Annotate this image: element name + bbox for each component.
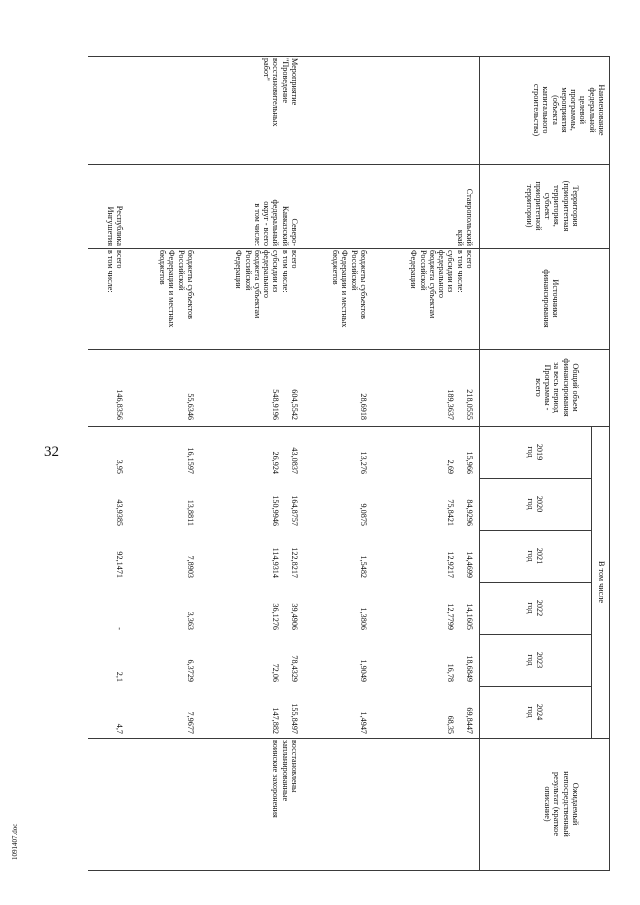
rotated-page-content [88, 56, 610, 870]
header-year-2024: 2024 год [525, 703, 544, 721]
row-total-value: 604,5542 548,9196 [271, 389, 299, 420]
header-program-name: Наименование федеральной целевой программы, мероприятия (объекта капитального строительства) [531, 83, 606, 137]
row-total-value: 218,0555 189,3637 [446, 389, 474, 420]
row-year-2022-value: 1,3806 [359, 607, 368, 630]
column-border [88, 56, 610, 57]
header-year-2022: 2022 год [525, 599, 544, 617]
row-financing-source: бюджеты субъектов Российской Федерации и местных бюджетов [158, 250, 195, 328]
row-year-2019-value: 3,95 [115, 459, 124, 474]
header-territory: Территория (приоритетная территория, субъект приоритетной территории) [524, 180, 580, 232]
header-financing-sources: Источники финансирования [541, 269, 560, 328]
row-year-2023-value: 18,6849 16,78 [446, 655, 474, 682]
row-year-2022-value: 3,363 [186, 611, 195, 630]
row-total-value: 146,8356 [115, 389, 124, 420]
row-year-2024-value: 155,8497 147,882 [271, 703, 299, 734]
row-program-name: Мероприятие "Проведение восстановительных работ" [262, 58, 299, 127]
header-year-2023: 2023 год [525, 651, 544, 669]
header-expected-result: Ожидаемый непосредственный результат (краткое описание) [543, 771, 580, 837]
row-year-2019-value: 13,276 [359, 451, 368, 474]
row-year-2021-value: 14,4699 12,9217 [446, 551, 474, 578]
row-territory: Северо- Кавказский федеральный округ - всего в том числе: [252, 199, 299, 246]
page-number: 32 [44, 444, 59, 460]
row-financing-source: всего в том числе: [105, 250, 124, 293]
row-expected-result: восстановлены запланированные воинские захоронения [271, 740, 299, 818]
row-year-2022-value: 14,1605 12,7799 [446, 603, 474, 630]
column-border [88, 426, 610, 427]
header-year-2019: 2019 год [525, 443, 544, 461]
column-border [88, 164, 610, 165]
row-year-2022-value: 39,4906 36,1276 [271, 603, 299, 630]
row-year-2021-value: 7,8903 [186, 555, 195, 578]
column-border [88, 248, 610, 249]
year-column-border [480, 582, 592, 583]
row-year-2020-value: 13,8811 [186, 499, 195, 526]
year-column-border [480, 634, 592, 635]
row-year-2019-value: 43,0837 26,924 [271, 447, 299, 474]
header-year-2021: 2021 год [525, 547, 544, 565]
row-year-2024-value: 1,4947 [359, 711, 368, 734]
row-total-value: 28,6918 [359, 393, 368, 420]
column-border [88, 870, 610, 871]
header-including: В том числе [597, 561, 606, 603]
row-territory: Республика Ингушетия [105, 205, 124, 246]
row-year-2019-value: 15,966 2,69 [446, 451, 474, 474]
row-total-value: 55,6346 [186, 393, 195, 420]
header-bottom-border [479, 56, 480, 870]
row-year-2020-value: 84,9296 75,8421 [446, 499, 474, 526]
year-column-border [480, 530, 592, 531]
row-year-2024-value: 4,7 [115, 723, 124, 734]
row-year-2022-value: - [115, 627, 124, 630]
row-year-2021-value: 1,5482 [359, 555, 368, 578]
row-year-2021-value: 92,1471 [115, 551, 124, 578]
year-column-border [480, 478, 592, 479]
row-year-2020-value: 9,0875 [359, 503, 368, 526]
row-year-2023-value: 6,3729 [186, 659, 195, 682]
header-total-volume: Общий объем финансирования за весь период Программы - всего [533, 358, 580, 417]
row-year-2024-value: 69,8447 68,35 [446, 707, 474, 734]
header-year-2020: 2020 год [525, 495, 544, 513]
row-year-2020-value: 43,9385 [115, 499, 124, 526]
column-border [88, 738, 610, 739]
row-financing-source: всего в том числе: субсидии из федерального бюджета субъектам Российской Федерации [409, 250, 474, 319]
row-year-2024-value: 7,9677 [186, 711, 195, 734]
row-year-2019-value: 16,1597 [186, 447, 195, 474]
row-year-2023-value: 1,9049 [359, 659, 368, 682]
row-territory: Ставропольский край [455, 188, 474, 246]
row-financing-source: всего в том числе: субсидии из федерального бюджета субъектам Российской Федерации [234, 250, 299, 319]
row-year-2023-value: 2,1 [115, 671, 124, 682]
header-top-border [609, 56, 610, 870]
row-year-2023-value: 78,4329 72,06 [271, 655, 299, 682]
row-year-2020-value: 164,8757 150,9946 [271, 495, 299, 526]
financing-table [88, 56, 610, 870]
document-code: 1091407.doc [11, 823, 19, 860]
year-column-border [480, 686, 592, 687]
row-year-2021-value: 122,8217 114,9314 [271, 547, 299, 578]
row-financing-source: бюджеты субъектов Российской Федерации и местных бюджетов [331, 250, 368, 328]
column-border [88, 349, 610, 350]
